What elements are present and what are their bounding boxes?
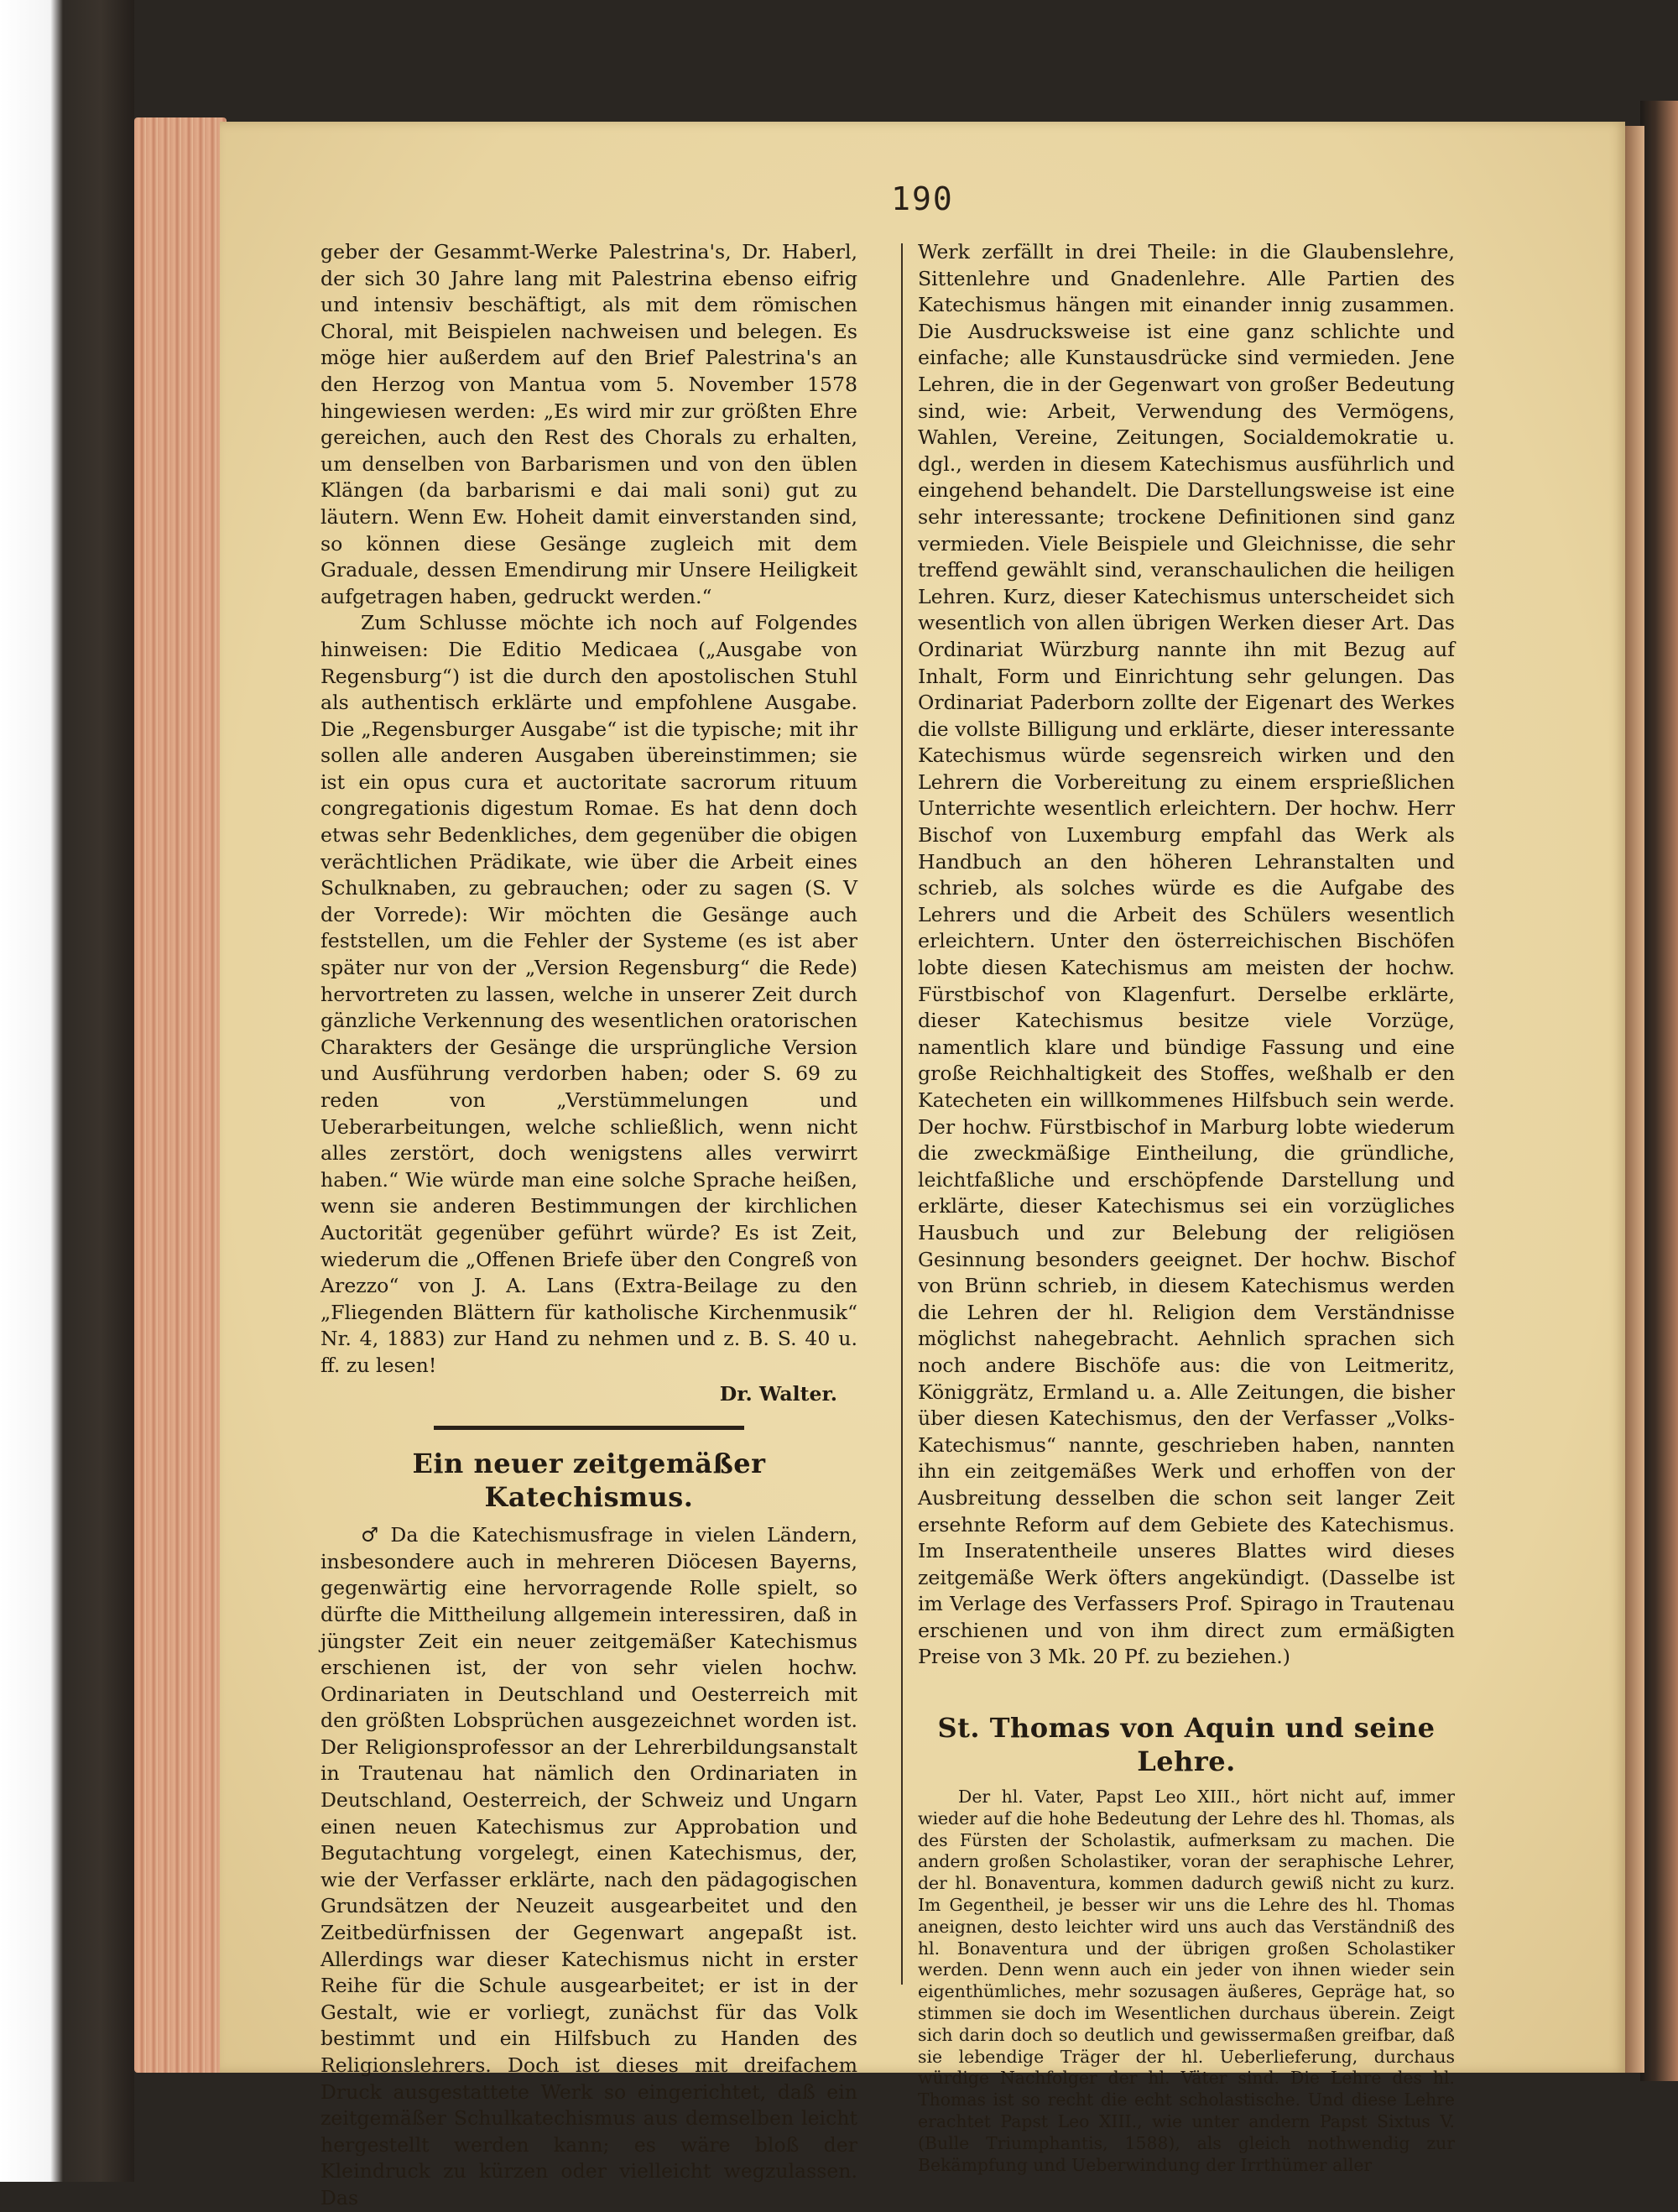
correspondent-mark-icon: ♂: [361, 1523, 384, 1547]
article-heading-katechismus: Ein neuer zeitgemäßer Katechismus.: [412, 1448, 766, 1514]
facing-page-fore-edge: [1623, 126, 1644, 2073]
left-paragraph-2: Zum Schlusse möchte ich noch auf Folgendes hinweisen: Die Editio Medicaea („Ausgabe von Regensburg“) ist die durch den apostolischen Stuhl als authentisch erklärte und empfohlene Ausgabe. Die „Regensburger Ausgabe“ ist die typische; mit ihr sollen alle anderen Ausgaben übereinstimmen; sie ist ein opus cura et auctoritate sacrorum rituum congregationis digestum Romae. Es hat denn doch etwas sehr Bedenkliches, dem gegenüber die obigen verächtlichen Prädikate, wie über die Arbeit eines Schulknaben, zu gebrauchen; oder zu sagen (S. V der Vorrede): Wir möchten die Gesänge auch feststellen, um die Fehler der Systeme (es ist aber später nur von der „Version Regensburg“ die Rede) hervortreten zu lassen, welche in unserer Zeit durch gänzliche Verkennung des wesentlichen oratorischen Charakters der Gesänge die ursprüngliche Version und Ausführung verdorben haben; oder S. 69 zu reden von „Verstümmelungen und Ueberarbeitungen, welche schließlich, wenn nicht alles zerstört, doch wenigstens alles verwirrt haben.“ Wie würde man eine solche Sprache heißen, wenn sie anderen Bestimmungen der kirchlichen Auctorität gegenüber geführt würde? Es ist Zeit, wiederum die „Offenen Briefe über den Congreß von Arezzo“ von J. A. Lans (Extra-Beilage zu den „Fliegenden Blättern für katholische Kirchenmusik“ Nr. 4, 1883) zur Hand zu nehmen und z. B. S. 40 u. ff. zu lesen!: [320, 611, 857, 1377]
book-page: [220, 122, 1625, 2209]
right-paragraph-1: Werk zerfällt in drei Theile: in die Glaubenslehre, Sittenlehre und Gnadenlehre. Alle Partien des Katechismus hängen mit einander innig zusammen. Die Ausdrucksweise ist eine ganz schlichte und einfache; alle Kunstausdrücke sind vermieden. Jene Lehren, die in der Gegenwart von großer Bedeutung sind, wie: Arbeit, Verwendung des Vermögens, Wahlen, Vereine, Zeitungen, Socialdemokratie u. dgl., werden in diesem Katechismus ausführlich und eingehend behandelt. Die Darstellungsweise ist eine sehr interessante; trockene Definitionen sind ganz vermieden. Viele Beispiele und Gleichnisse, die sehr treffend gewählt sind, veranschaulichen die heiligen Lehren. Kurz, dieser Katechismus unterscheidet sich wesentlich von allen übrigen Werken dieser Art. Das Ordinariat Würzburg nannte ihn mit Bezug auf Inhalt, Form und Einrichtung sehr gelungen. Das Ordinariat Paderborn zollte der Eigenart des Werkes die vollste Billigung und erklärte, dieser interessante Katechismus würde segensreich wirken und den Lehrern die Vorbereitung zu einem ersprießlichen Unterrichte wesentlich erleichtern. Der hochw. Herr Bischof von Luxemburg empfahl das Werk als Handbuch an den höheren Lehranstalten und schrieb, als solches würde es die Aufgabe des Lehrers und die Arbeit des Schülers wesentlich erleichtern. Unter den österreichischen Bischöfen lobte diesen Katechismus am meisten der hochw. Fürstbischof von Klagenfurt. Derselbe erklärte, dieser Katechismus besitze viele Vorzüge, namentlich klare und bündige Fassung und eine große Reichhaltigkeit des Stoffes, weßhalb er den Katecheten ein willkommenes Hilfsbuch sein werde. Der hochw. Fürstbischof in Marburg lobte wiederum die zweckmäßige Eintheilung, die gründliche, leichtfaßliche und erschöpfende Darstellung und erklärte, dieser Katechismus sei ein vorzügliches Hausbuch und zur Belebung der religiösen Gesinnung besonders geeignet. Der hochw. Bischof von Brünn schrieb, in diesem Katechismus werden die Lehren der hl. Religion dem Verständnisse möglichst nahegebracht. Aehnlich sprachen sich noch andere Bischöfe aus: die von Leitmeritz, Königgrätz, Ermland u. a. Alle Zeitungen, die bisher über diesen Katechismus, den der Verfasser „Volks-Katechismus“ nannte, geschrieben haben, nannten ihn ein zeitgemäßes Werk und erhoffen von der Ausbreitung desselben die schon seit langer Zeit ersehnte Reform auf dem Gebiete des Katechismus. Im Inseratentheile unseres Blattes wird dieses zeitgemäße Werk öfters angekündigt. (Dasselbe ist im Verlage des Verfassers Prof. Spirago in Trautenau erschienen und von ihm direct zum ermäßigten Preise von 3 Mk. 20 Pf. zu beziehen.): [918, 240, 1455, 1669]
facing-page-edge: [1640, 101, 1678, 2081]
left-column: [320, 239, 857, 2212]
book-binding-left: [0, 0, 134, 2182]
page-number: 190: [891, 180, 954, 217]
left-paragraph-1: geber der Gesammt-Werke Palestrina's, Dr. Haberl, der sich 30 Jahre lang mit Palestrina ebenso eifrig und intensiv beschäftigt, als mit dem römischen Choral, mit Beispielen nachweisen und belegen. Es möge hier außerdem auf den Brief Palestrina's an den Herzog von Mantua vom 5. November 1578 hingewiesen werden: „Es wird mir zur größten Ehre gereichen, auch den Rest des Chorals zu erhalten, um denselben von Barbarismen und von den üblen Klängen (da barbarismi e dai mali soni) gut zu läutern. Wenn Ew. Hoheit damit einverstanden sind, so können diese Gesänge zugleich mit dem Graduale, dessen Emendirung mir Unsere Heiligkeit aufgetragen haben, gedruckt werden.“: [320, 240, 857, 608]
right-column: [918, 239, 1455, 2176]
author-signature: Dr. Walter.: [719, 1381, 837, 1406]
right-paragraph-2: Der hl. Vater, Papst Leo XIII., hört nicht auf, immer wieder auf die hohe Bedeutung der Lehre des hl. Thomas, als des Fürsten der Scholastik, aufmerksam zu machen. Die andern großen Scholastiker, voran der seraphische Lehrer, der hl. Bonaventura, kommen dadurch gewiß nicht zu kurz. Im Gegentheil, je besser wir uns die Lehre des hl. Thomas aneignen, desto leichter wird uns auch das Verständniß des hl. Bonaventura und der übrigen großen Scholastiker werden. Denn wenn auch ein jeder von ihnen wieder sein eigenthümliches, mehr sozusagen äußeres, Gepräge hat, so stimmen sie doch im Wesentlichen durchaus überein. Zeigt sich darin doch so deutlich und gewissermaßen greifbar, daß sie lebendige Träger der hl. Ueberlieferung, durchaus würdige Nachfolger der hl. Väter sind. Die Lehre des hl. Thomas ist so recht die echt scholastische. Und diese Lehre erachtet Papst Leo XIII., wie unter andern Papst Sixtus V. (Bulle Triumphantis, 1588), als gleich nothwendig zur Bekämpfung und Ueberwindung der Irrthümer aller: [918, 1787, 1455, 2175]
page-edges: [134, 117, 227, 2073]
article-heading-thomas: St. Thomas von Aquin und seine Lehre.: [937, 1712, 1436, 1778]
left-paragraph-3: [320, 1522, 857, 2211]
column-rule: [901, 243, 903, 1985]
left-paragraph-3-text: Da die Katechismusfrage in vielen Ländern, insbesondere auch in mehreren Diöcesen Bayerns, gegenwärtig eine hervorragende Rolle spielt, so dürfte die Mittheilung allgemein interessiren, daß in jüngster Zeit ein neuer zeitgemäßer Katechismus erschienen ist, der von sehr vielen hochw. Ordinariaten in Deutschland und Oesterreich mit den größten Lobsprüchen ausgezeichnet worden ist. Der Religionsprofessor an der Lehrerbildungsanstalt in Trautenau hat nämlich den Ordinariaten in Deutschland, Oesterreich, der Schweiz und Ungarn einen neuen Katechismus zur Approbation und Begutachtung vorgelegt, einen Katechismus, der, wie der Verfasser erklärte, nach den pädagogischen Grundsätzen der Neuzeit ausgearbeitet und den Zeitbedürfnissen der Gegenwart angepaßt ist. Allerdings war dieser Katechismus nicht in erster Reihe für die Schule ausgearbeitet; er ist in der Gestalt, wie er vorliegt, zunächst für das Volk bestimmt und ein Hilfsbuch zu Handen des Religionslehrers. Doch ist dieses mit dreifachem Druck ausgestattete Werk so eingerichtet, daß ein zeitgemäßer Schulkatechismus aus demselben leicht hergestellt werden kann; es wäre bloß der Kleindruck zu kürzen oder vielleicht wegzulassen. Das: [320, 1523, 857, 2209]
section-divider: [434, 1426, 744, 1430]
